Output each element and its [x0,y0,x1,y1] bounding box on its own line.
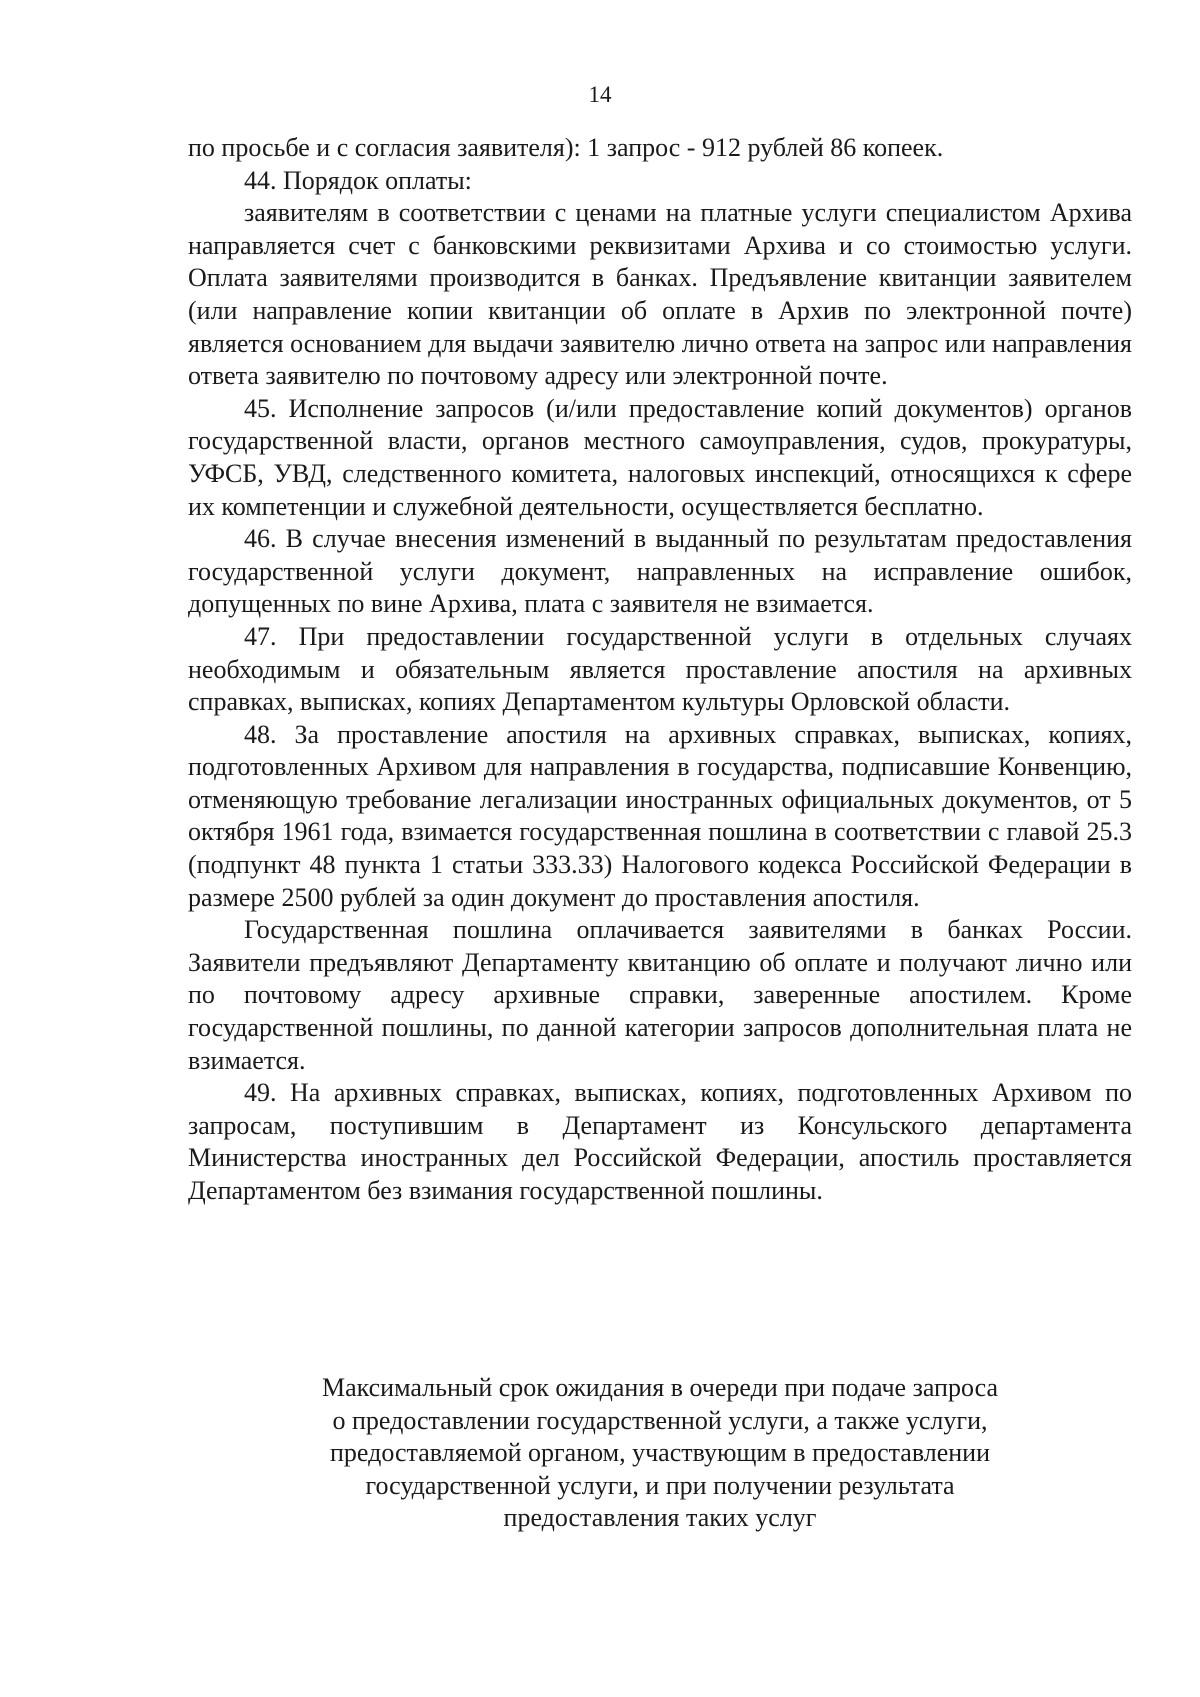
paragraph-item-45: 45. Исполнение запросов (и/или предоставление копий документов) органов государственной власти, органов местного самоуправления, судов, прокуратуры, УФСБ, УВД, следственного комитета, налоговых инспекций, относящихся к сфере их компетенции и служебной деятельности, осуществляется бесплатно. [188,393,1132,521]
paragraph-item-47: 47. При предоставлении государственной услуги в отдельных случаях необходимым и обязательным является проставление апостиля на архивных справках, выписках, копиях Департаментом культуры Орловской области. [188,621,1132,717]
paragraph-item-46: 46. В случае внесения изменений в выданный по результатам предоставления государственной услуги документ, направленных на исправление ошибок, допущенных по вине Архива, плата с заявителя не взимается. [188,524,1132,619]
section-heading [188,1372,1132,1535]
section-heading-line: предоставления таких услуг [503,1503,817,1533]
page-number: 14 [588,82,612,107]
section-heading-line: предоставляемой органом, участвующим в предоставлении [329,1438,991,1468]
paragraph-item-48: 48. За проставление апостиля на архивных справках, выписках, копиях, подготовленных Архивом для направления в государства, подписавшие Конвенцию, отменяющую требование легализации иностранных официальных документов, от 5 октября 1961 года, взимается государственная пошлина в соответствии с главой 25.3 (подпункт 48 пункта 1 статьи 333.33) Налогового кодекса Российской Федерации в размере 2500 рублей за один документ до проставления апостиля. [188,719,1132,912]
paragraph: Государственная пошлина оплачивается заявителями в банках России. Заявители предъявляют Департаменту квитанцию об оплате и получают лично или по почтовому адресу архивные справки, заверенные апостилем. Кроме государственной пошлины, по данной категории запросов дополнительная плата не взимается. [188,915,1132,1075]
paragraph: заявителям в соответствии с ценами на платные услуги специалистом Архива направляется счет с банковскими реквизитами Архива и со стоимостью услуги. Оплата заявителями производится в банках. Предъявление квитанции заявителем (или направление копии квитанции об оплате в Архив по электронной почте) является основанием для выдачи заявителю лично ответа на запрос или направления ответа заявителю по почтовому адресу или электронной почте. [188,198,1132,391]
paragraph-item-44: 44. Порядок оплаты: [244,165,472,195]
paragraph-item-49: 49. На архивных справках, выписках, копиях, подготовленных Архивом по запросам, поступившим в Департамент из Консульского департамента Министерства иностранных дел Российской Федерации, апостиль проставляется Департаментом без взимания государственной пошлины. [188,1078,1132,1205]
paragraph: по просьбе и с согласия заявителя): 1 запрос - 912 рублей 86 копеек. [188,133,944,162]
section-heading-line: государственной услуги, и при получении результата [365,1470,955,1500]
section-heading-line: о предоставлении государственной услуги, а также услуги, [332,1405,988,1435]
document-body [188,132,1132,1208]
section-heading-line: Максимальный срок ожидания в очереди при подаче запроса [321,1373,999,1402]
